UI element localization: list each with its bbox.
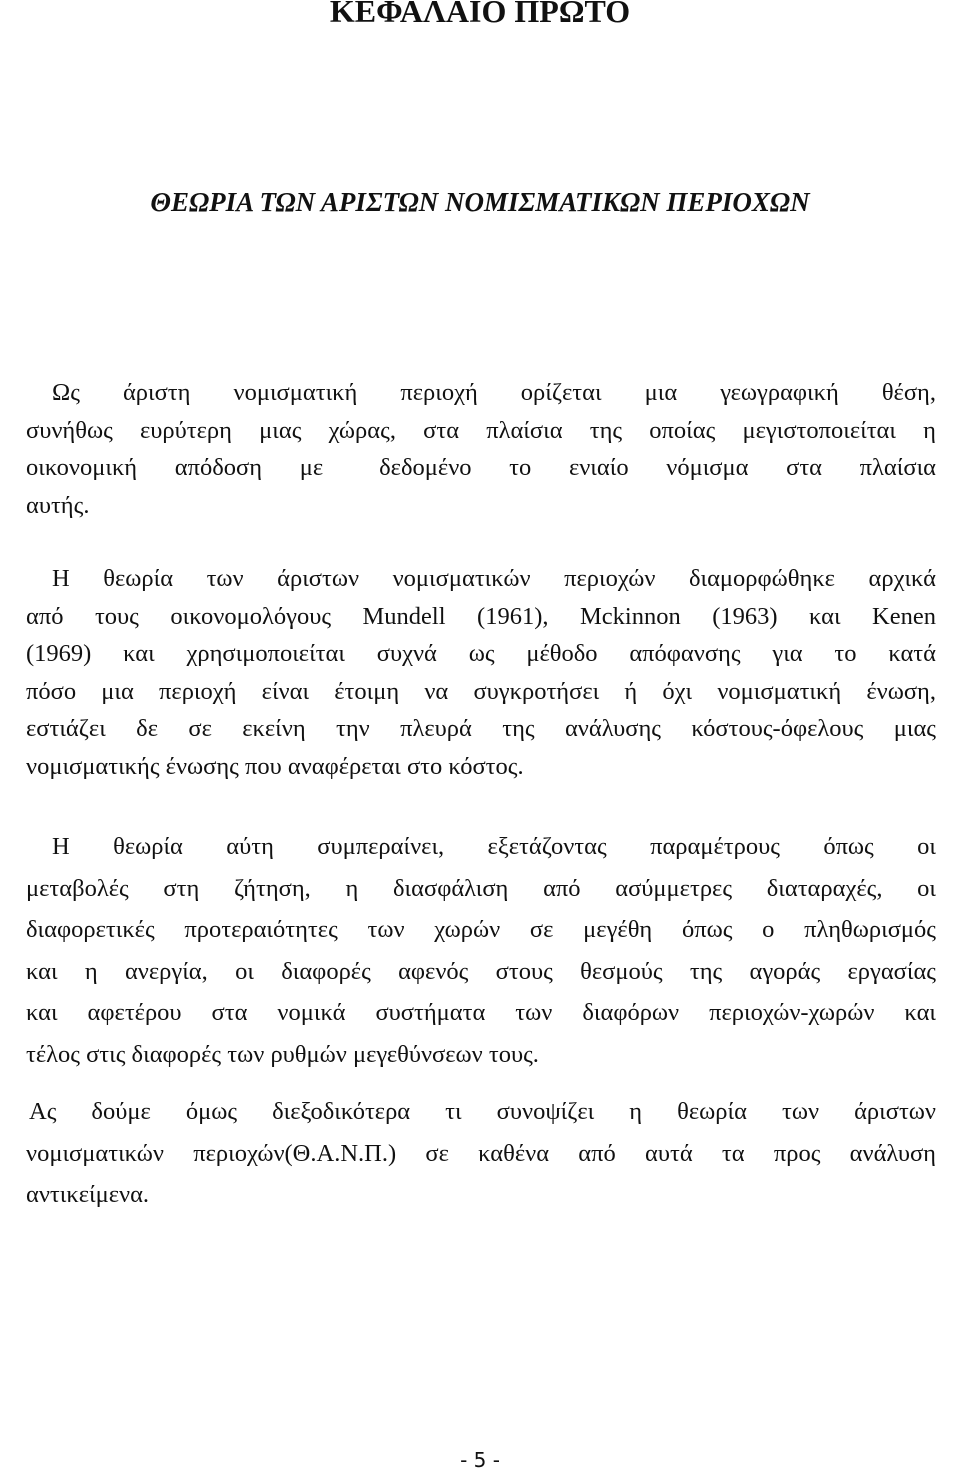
paragraph-line: (1969) και χρησιμοποιείται συχνά ως μέθοδο απόφανσης για το κατά [26, 640, 936, 667]
paragraph-line: εστιάζει δε σε εκείνη την πλευρά της ανάλυσης κόστους-όφελους μιας [26, 715, 936, 742]
paragraph-line: νομισματικής ένωσης που αναφέρεται στο κόστος. [26, 752, 524, 780]
paragraph-definition [26, 374, 936, 524]
paragraph-theory-origin [26, 560, 936, 785]
paragraph-line: μεταβολές στη ζήτηση, η διασφάλιση από ασύμμετρες διαταραχές, οι [26, 874, 936, 902]
paragraph-line: διαφορετικές προτεραιότητες των χωρών σε μεγέθη όπως ο πληθωρισμός [26, 916, 936, 943]
paragraph-line: και αφετέρου στα νομικά συστήματα των διαφόρων περιοχών-χωρών και [26, 999, 936, 1026]
paragraph-line: αντικείμενα. [26, 1181, 150, 1208]
paragraph-line: τέλος στις διαφορές των ρυθμών μεγεθύνσεων τους. [26, 1040, 539, 1068]
paragraph-line-split [26, 449, 936, 487]
paragraph-line: Ας δούμε όμως διεξοδικότερα τι συνοψίζει η θεωρία των άριστων [29, 1098, 936, 1125]
paragraph-line-part: οικονομική απόδοση με [26, 454, 324, 481]
paragraph-line: συνήθως ευρύτερη μιας χώρας, στα πλαίσια της οποίας μεγιστοποιείται η [26, 416, 936, 444]
paragraph-line: πόσο μια περιοχή είναι έτοιμη να συγκροτήσει ή όχι νομισματική ένωση, [26, 677, 936, 705]
paragraph-theory-conclusion [26, 826, 936, 1075]
paragraph-line: και η ανεργία, οι διαφορές αφενός στους θεσμούς της αγοράς εργασίας [26, 957, 936, 985]
paragraph-overview [26, 1091, 936, 1216]
paragraph-line: νομισματικών περιοχών(Θ.Α.Ν.Π.) σε καθένα από αυτά τα προς ανάλυση [26, 1139, 936, 1167]
chapter-title: ΚΕΦΑΛΑΙΟ ΠΡΩΤΟ [329, 0, 631, 29]
chapter-subtitle: ΘΕΩΡΙΑ ΤΩΝ ΑΡΙΣΤΩΝ ΝΟΜΙΣΜΑΤΙΚΩΝ ΠΕΡΙΟΧΩΝ [150, 187, 810, 217]
paragraph-line: Η θεωρία των άριστων νομισματικών περιοχών διαμορφώθηκε αρχικά [52, 565, 936, 592]
paragraph-line: Ως άριστη νομισματική περιοχή ορίζεται μια γεωγραφική θέση, [52, 379, 936, 406]
page-number: - 5 - [460, 1448, 500, 1472]
paragraph-line: από τους οικονομολόγους Mundell (1961), Mckinnon (1963) και Kenen [26, 602, 936, 630]
paragraph-line: Η θεωρία αύτη συμπεραίνει, εξετάζοντας παραμέτρους όπως οι [52, 833, 936, 860]
paragraph-line: αυτής. [26, 491, 90, 519]
paragraph-line-part: δεδομένο το ενιαίο νόμισμα στα πλαίσια [379, 454, 936, 481]
